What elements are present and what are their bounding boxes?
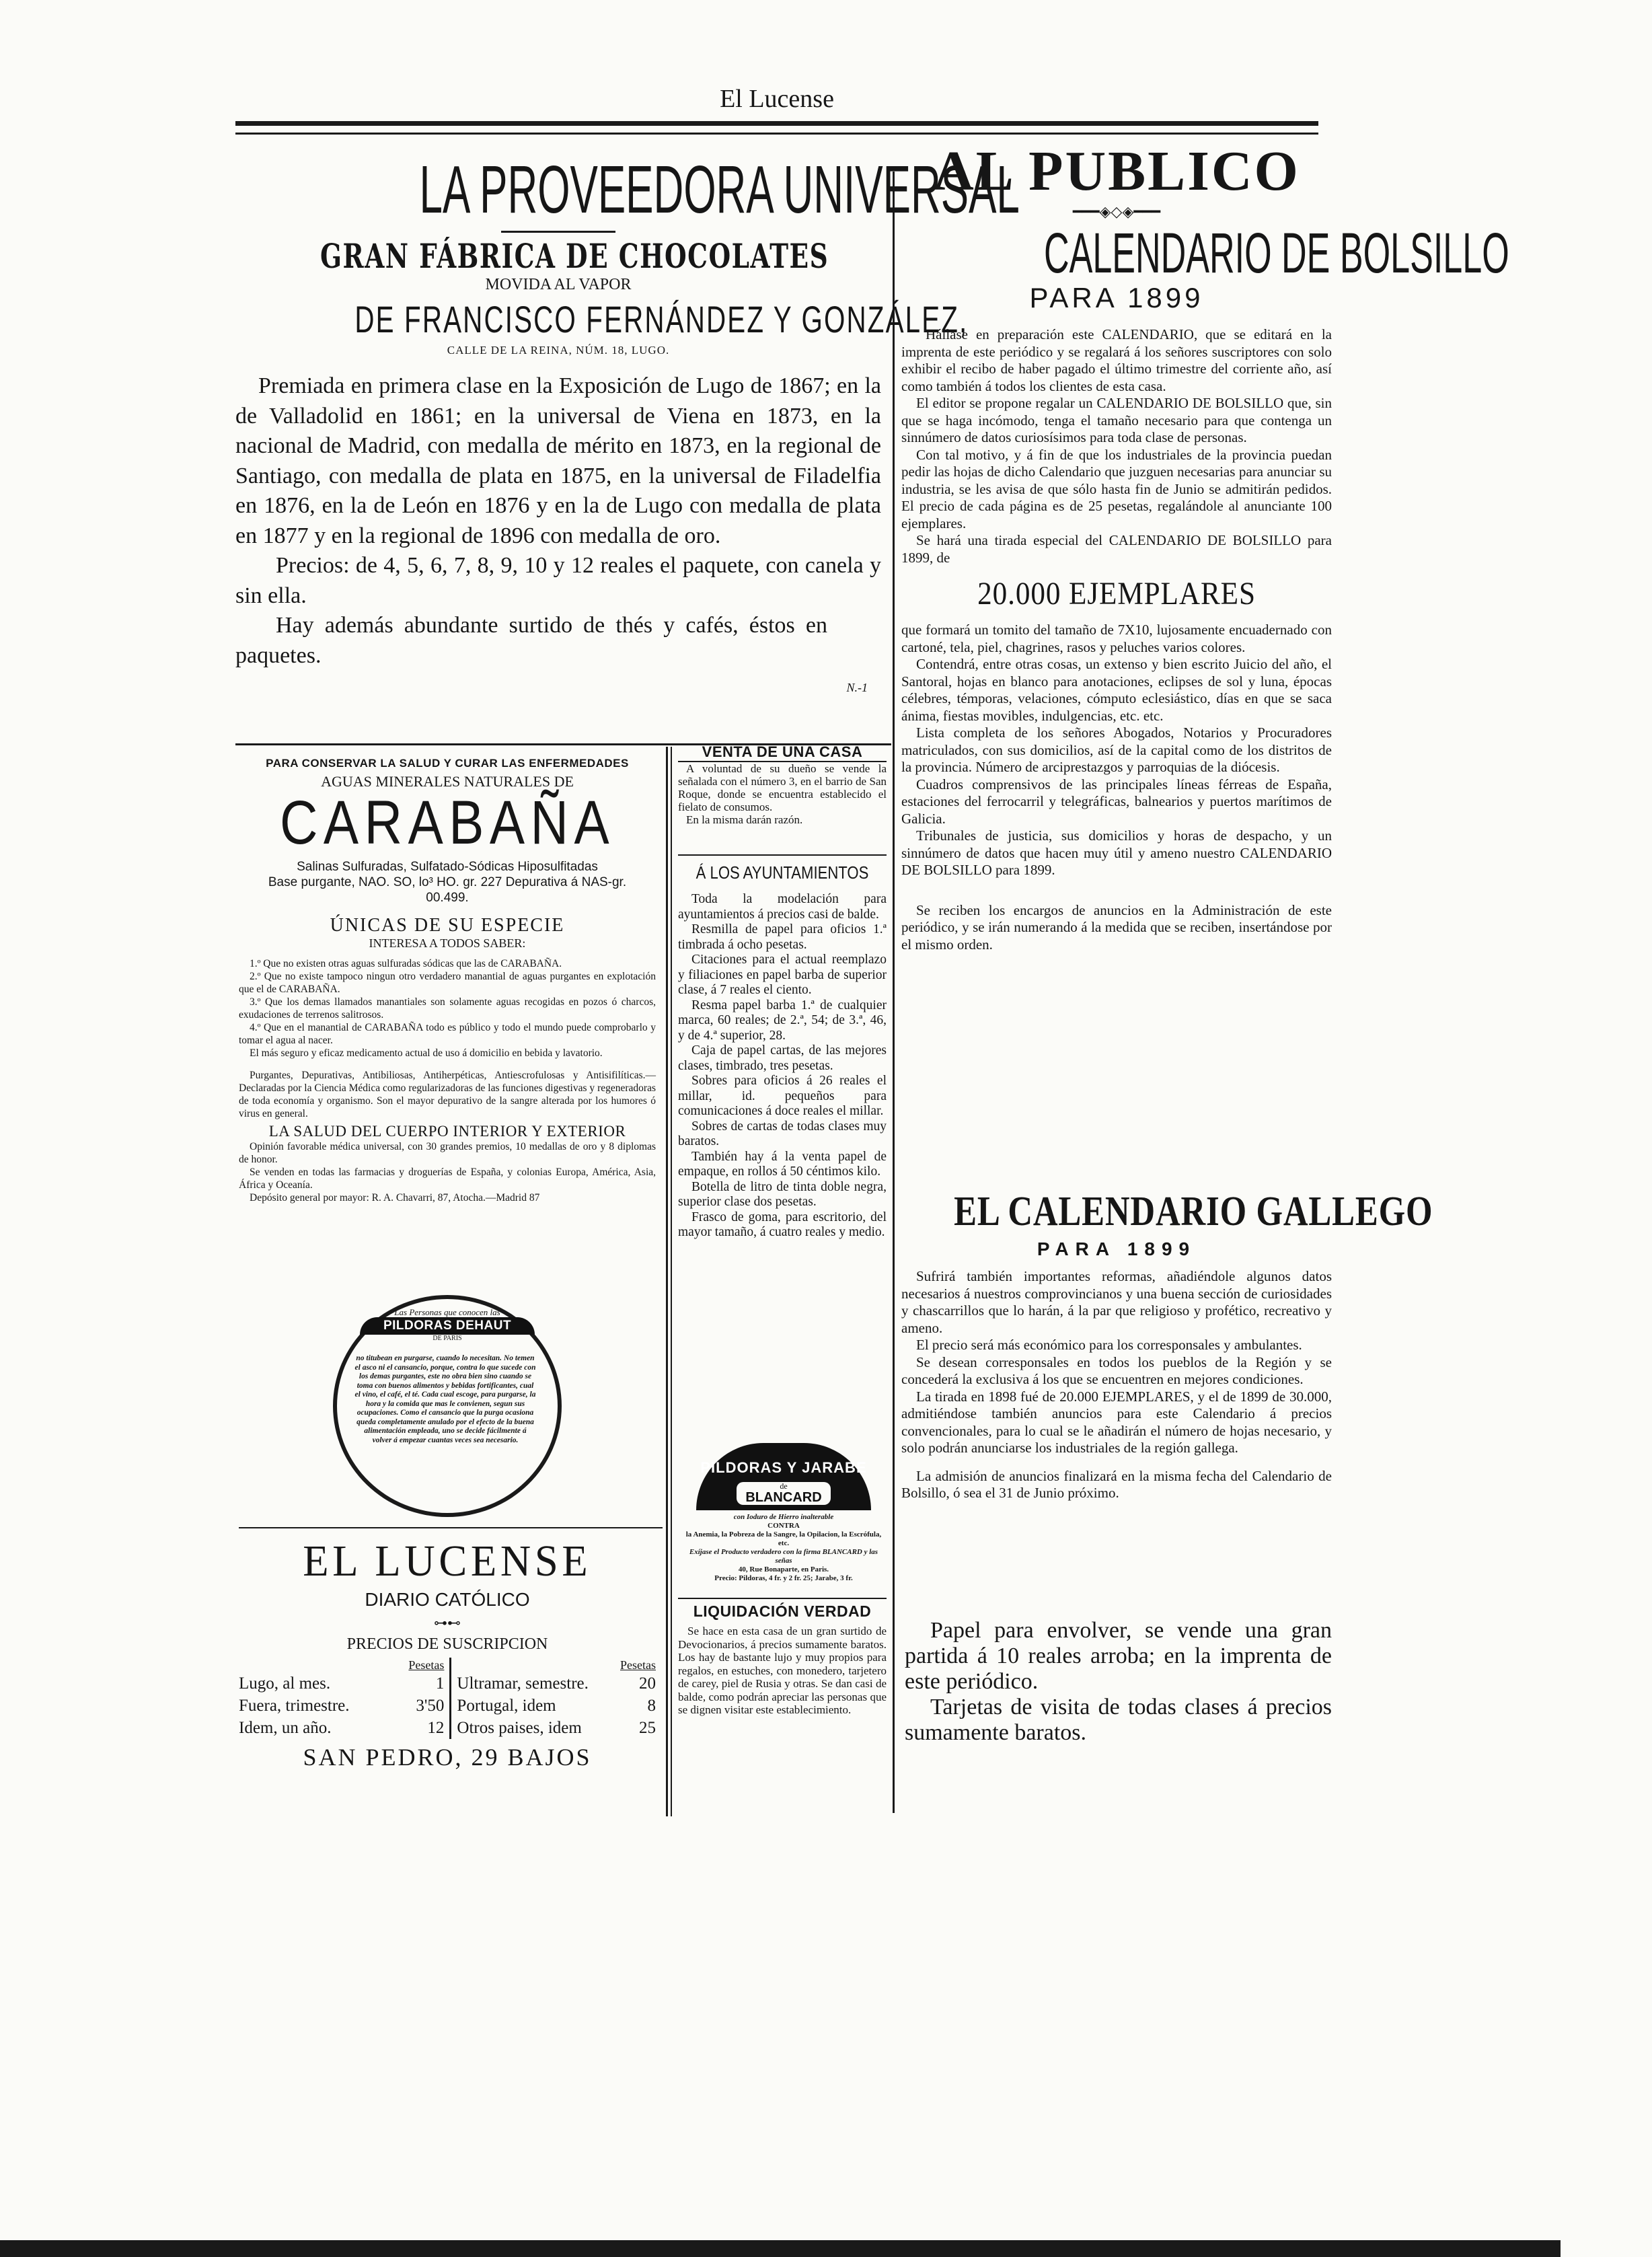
carabana-point: 1.º Que no existen otras aguas sulfuradas sódicas que las de CARABAÑA. xyxy=(250,958,562,969)
carabana-interesa: INTERESA A TODOS SABER: xyxy=(369,936,526,950)
papel-paragraph: Papel para envolver, se vende una gran partida á 10 reales arroba; en la imprenta de este periódico. xyxy=(905,1618,1332,1694)
carabana-venta: Se venden en todas las farmacias y droguerías de España, y colonias Europa, América, Asia, África y Oceanía. xyxy=(239,1167,656,1191)
calendario-gallego-ad xyxy=(901,1187,1433,1502)
dehaut-name: PILDORAS DEHAUT xyxy=(383,1319,512,1333)
dehaut-de: DE PARIS xyxy=(433,1335,462,1342)
publico-paragraph: Tribunales de justicia, sus domicilios y horas de despacho, y un sinnúmero de datos que hacen muy útil y ameno nuestro CALENDARIO DE BOLSILLO para 1899. xyxy=(901,827,1332,878)
lucense-address: SAN PEDRO, 29 BAJOS xyxy=(303,1744,592,1771)
carabana-ad xyxy=(239,750,656,1275)
carabana-point: El más seguro y eficaz medicamento actual de uso á domicilio en bebida y lavatorio. xyxy=(250,1047,603,1059)
price-row: Ultramar, semestre. 20 xyxy=(457,1674,656,1693)
ad-reference: N.-1 xyxy=(846,681,868,694)
gallego-paragraph: La admisión de anuncios finalizará en la misma fecha del Calendario de Bolsillo, ó sea el 31 de Junio próximo. xyxy=(901,1467,1332,1501)
newspaper-header xyxy=(235,84,1318,114)
ayuntamientos-item: Caja de papel cartas, de las mejores clases, timbrado, tres pesetas. xyxy=(678,1043,887,1073)
publico-paragraph: Con tal motivo, y á fin de que los industriales de la provincia puedan pedir las hojas de dicho Calendario que juzguen necesarias para anunciar su industria, se les avisa de que sólo hasta fin de Junio se admitirán pedidos. El precio de cada página es de 25 pesetas, regalándole al anunciante 100 ejemplares. xyxy=(901,446,1332,531)
ayuntamientos-ad xyxy=(678,861,887,1241)
carabana-aguas: AGUAS MINERALES NATURALES DE xyxy=(321,773,574,790)
dehaut-body: no titubean en purgarse, cuando lo necesitan. No temen el asco ni el cansancio, porque, contra lo que sucede con los demas purgantes, este no obra bien sino cuando se toma con buenos alimentos y bebidas fortificantes, cual el vino, el café, el té. Cada cual escoge, para purgarse, la hora y la comida que mas le convienen, segun sus ocupaciones. Como el cansancio que la purga ocasiona queda completamente anulado por el efecto de la buena alimentación empleada, uno se decide fácilmente á volver á empezar cuantas veces sea necesario. xyxy=(354,1354,536,1444)
awards-paragraph: Premiada en primera clase en la Exposición de Lugo de 1867; en la de Valladolid en 1861; en la universal de Viena en 1873, en la nacional de Madrid, con medalla de mérito en 1873, en la regional de Santiago, con medalla de plata en 1875, en la universal de Filadelfia en 1876, en la de León en 1876 y en la de Lugo con medalla de plata en 1877 y en la regional de 1896 con medalla de oro. xyxy=(235,373,881,548)
liquidacion-title: LIQUIDACIÓN VERDAD xyxy=(693,1602,872,1620)
carabana-deposito: Depósito general por mayor: R. A. Chavarri, 87, Atocha.—Madrid 87 xyxy=(250,1192,540,1204)
motor-line: MOVIDA AL VAPOR xyxy=(485,276,632,293)
ayuntamientos-item: Citaciones para el actual reemplazo y filiaciones en papel barba de superior clase, á 7 reales el ciento. xyxy=(678,953,887,997)
publico-paragraph: que formará un tomito del tamaño de 7X10, lujosamente encuadernado con cartoné, tela, piel, chagrines, rasos y peluches varios colores. xyxy=(901,622,1332,655)
ayuntamientos-item: Resma papel barba 1.ª de cualquier marca, 60 reales; de 2.ª, 54; de 3.ª, 46, y de 4.ª superior, 28. xyxy=(678,998,887,1043)
publico-paragraph: Cuadros comprensivos de las principales líneas férreas de España, estaciones del ferrocarril y telegráficas, balnearios y puertos marítimos de Galicia. xyxy=(901,776,1332,827)
carabana-unicas: ÚNICAS DE SU ESPECIE xyxy=(330,915,565,936)
ayuntamientos-item: Toda la modelación para ayuntamientos á precios casi de balde. xyxy=(678,892,887,922)
price-row: Fuera, trimestre. 3'50 xyxy=(239,1697,445,1715)
pesetas-header-left: Pesetas xyxy=(408,1658,445,1672)
masthead-title: El Lucense xyxy=(720,85,834,113)
publico-paragraph: Se reciben los encargos de anuncios en la Administración de este periódico, y se irán numerando á la medida que se reciben, insertándose por el mismo orden. xyxy=(901,901,1332,953)
publico-paragraph: Se hará una tirada especial del CALENDARIO DE BOLSILLO para 1899, de xyxy=(901,532,1332,566)
venta-casa-title: VENTA DE UNA CASA xyxy=(702,743,863,760)
carabana-pre: PARA CONSERVAR LA SALUD Y CURAR LAS ENFERMEDADES xyxy=(266,757,629,770)
middle-rule-1 xyxy=(678,854,887,856)
chocolates-subtitle: GRAN FÁBRICA DE CHOCOLATES xyxy=(320,236,829,276)
venta-title-rule xyxy=(678,761,887,762)
carabana-bottom-rule xyxy=(239,1527,663,1528)
gallego-paragraph: Sufrirá también importantes reformas, añadiéndole algunos datos necesarios á nuestros comprovincianos y una buena sección de curiosidades y chascarrillos que lo harán, á la par que religioso y profético, recreativo y ameno. xyxy=(901,1268,1332,1336)
blancard-address: 40, Rue Bonaparte, en Paris. xyxy=(738,1565,829,1574)
al-publico-ad: AL PUBLICO ━━━◈◇◈━━━ CALENDARIO DE BOLSILLO PARA 1899 Hállase en preparación este CALENDARIO, que se editará en la imprenta de este periódico y se regalará á los señores suscriptores con solo exhibir el recibo de haber pagado el último trimestre del corriente año, así como también á todos los clientes de esta casa. El editor se propone regalar un CALENDARIO DE BOLSILLO que, sin que se haga incómodo, tenga el tamaño necesario para que contenga un sinnúmero de datos curiosísimos para toda clase de personas. Con tal motivo, y á fin de que los industriales de la provincia puedan pedir las hojas de dicho Calendario que juzguen necesarias para anunciar su industria, se les avisa de que sólo hasta fin de Junio se admitirán pedidos. El precio de cada página es de 25 pesetas, regalándole al anunciante 100 ejemplares. Se hará una tirada especial del CALENDARIO DE BOLSILLO para 1899, de 20.000 EJEMPLARES que formará un tomito del tamaño de 7X10, lujosamente encuadernado con cartoné, tela, piel, chagrines, rasos y peluches varios colores. Contendrá, entre otras cosas, un extenso y bien escrito Juicio del año, el Santoral, hojas en blanco para anotaciones, eclipses de sol y luna, épocas célebres, témporas, velaciones, cómputo eclesiástico, días en que se saca ánima, fiestas movibles, indulgencias, etc. etc. Lista completa de los señores Abogados, Notarios y Procuradores matriculados, con sus domicilios, así de la capital como de los distritos de la provincia. Número de arciprestazgos y parroquias de la diócesis. Cuadros comprensivos de las principales líneas férreas de España, estaciones del ferrocarril y telegráficas, balnearios y puertos marítimos de Galicia. Tribunales de justicia, sus domicilios y horas de despacho, y un sinnúmero de datos que hacen muy útil y ameno nuestro CALENDARIO DE BOLSILLO para 1899. Se reciben los encargos de anuncios en la Administración de este periódico, y se irán numerando á la medida que se reciben, insertándose por el mismo orden. xyxy=(901,138,1332,953)
ayuntamientos-item: Resmilla de papel para oficios 1.ª timbrada á ocho pesetas. xyxy=(678,922,887,952)
gallego-paragraph: La tirada en 1898 fué de 20.000 EJEMPLARES, y el de 1899 de 30.000, admitiéndose también anuncios para este Calendario á precios convencionales, para lo cual se le añadirán el número de hojas necesario, y solo podrán anunciarse los industriales de la región gallega. xyxy=(901,1388,1332,1456)
publico-paragraph: Hállase en preparación este CALENDARIO, que se editará en la imprenta de este periódico y se regalará á los señores suscriptores con solo exhibir el recibo de haber pagado el último trimestre del corriente año, así como también á todos los clientes de esta casa. xyxy=(901,326,1332,394)
ayuntamientos-item: Frasco de goma, para escritorio, del mayor tamaño, á cuatro reales y medio. xyxy=(678,1210,887,1239)
publico-paragraph: Lista completa de los señores Abogados, Notarios y Procuradores matriculados, con sus domicilios, así de la capital como de los distritos de la provincia. Número de arciprestazgos y parroquias de la diócesis. xyxy=(901,725,1332,775)
dehaut-top: Las Personas que conocen las xyxy=(394,1307,500,1317)
blancard-name: BLANCARD xyxy=(745,1490,822,1505)
venta-casa-ad xyxy=(678,743,887,826)
ayuntamientos-title: Á LOS AYUNTAMIENTOS xyxy=(696,862,869,883)
carabana-salud: LA SALUD DEL CUERPO INTERIOR Y EXTERIOR xyxy=(268,1123,626,1140)
ayuntamientos-item: También hay á la venta papel de empaque, en rollos á 50 céntimos kilo. xyxy=(678,1149,887,1179)
gallego-paragraph: Se desean corresponsales en todos los pueblos de la Región y se concederá la exclusiva á los que se encuentren en mejores condiciones. xyxy=(901,1354,1332,1387)
carabana-comp1: Salinas Sulfuradas, Sulfatado-Sódicas Hiposulfitadas xyxy=(297,860,598,874)
address-line: CALLE DE LA REINA, NÚM. 18, LUGO. xyxy=(447,344,670,357)
ayuntamientos-item: Botella de litro de tinta doble negra, superior clase dos pesetas. xyxy=(678,1179,887,1209)
lucense-precios: PRECIOS DE SUSCRIPCION xyxy=(346,1635,548,1653)
pesetas-header-right: Pesetas xyxy=(620,1658,656,1672)
page-bottom-border xyxy=(0,2240,1561,2257)
header-rule-thick xyxy=(235,121,1318,126)
column-divider-inner-2 xyxy=(671,747,672,1816)
header-rule-thin xyxy=(235,133,1318,135)
blancard-arc xyxy=(696,1443,871,1510)
lucense-subscription-ad: EL LUCENSE DIARIO CATÓLICO ⊶⊷ PRECIOS DE SUSCRIPCION Pesetas Lugo, al mes. 1 Fuera, trimestre. 3'50 Idem, un año. 12 Pesetas Ultramar, semestre. 20 Portugal, idem 8 Otros paises, idem 25 SAN PEDRO, 29 BAJOS xyxy=(239,1534,656,1789)
ejemplares-heading: 20.000 EJEMPLARES xyxy=(977,576,1256,612)
middle-rule-2 xyxy=(678,1598,887,1599)
price-row: Lugo, al mes. 1 xyxy=(239,1674,445,1693)
carabana-comp2: Base purgante, NAO. SO, lo³ HO. gr. 227 Depurativa á NAS-gr. 00.499. xyxy=(268,875,627,905)
proveedora-title: LA PROVEEDORA UNIVERSAL xyxy=(419,152,1020,227)
lucense-sub: DIARIO CATÓLICO xyxy=(365,1589,530,1610)
carabana-point: 4.º Que en el manantial de CARABAÑA todo es público y todo el mundo puede comprobarlo y tomar el agua al nacer. xyxy=(239,1022,656,1046)
ayuntamientos-item: Sobres de cartas de todas clases muy baratos. xyxy=(678,1119,887,1148)
blancard-precio: Precio: Pildoras, 4 fr. y 2 fr. 25; Jarabe, 3 fr. xyxy=(714,1574,853,1582)
blancard-ad xyxy=(683,1443,885,1591)
column-divider-inner xyxy=(666,747,668,1816)
papel-ad xyxy=(905,1618,1332,1746)
gallego-title: EL CALENDARIO GALLEGO xyxy=(954,1189,1433,1234)
ornament-rule xyxy=(501,231,615,233)
liquidacion-ad xyxy=(678,1602,887,1717)
tarjetas-paragraph: Tarjetas de visita de todas clases á precios sumamente baratos. xyxy=(905,1695,1332,1745)
carabana-purgantes: Purgantes, Depurativas, Antibiliosas, Antiherpéticas, Antiescrofulosas y Antisifilíticas.—Declaradas por la Ciencia Médica como regularizadoras de las funciones digestivas y regeneradoras de toda economía y organismo. Son el mayor depurativo de la sangre alterada por los humores ó virus en general. xyxy=(239,1070,656,1119)
calendario-title: CALENDARIO DE BOLSILLO xyxy=(1043,221,1509,285)
carabana-point: 3.º Que los demas llamados manantiales son solamente aguas recogidas en pozos ó charcos, exudaciones de terrenos salitrosos. xyxy=(239,996,656,1021)
prices-paragraph: Precios: de 4, 5, 6, 7, 8, 9, 10 y 12 reales el paquete, con canela y sin ella. xyxy=(235,553,881,608)
blancard-de: de xyxy=(780,1481,788,1491)
column-divider-main xyxy=(893,172,895,1813)
al-publico-title: AL PUBLICO xyxy=(933,140,1300,202)
price-row: Otros paises, idem 25 xyxy=(457,1719,656,1737)
blancard-ills: la Anemia, la Pobreza de la Sangre, la Opilacion, la Escrófula, etc. xyxy=(685,1530,882,1547)
blancard-exijase: Exíjase el Producto verdadero con la firma BLANCARD y las señas xyxy=(689,1548,878,1565)
price-row: Idem, un año. 12 xyxy=(239,1719,445,1737)
ayuntamientos-item: Sobres para oficios á 26 reales el millar, id. pequeños para comunicaciones á doce reales el millar. xyxy=(678,1074,887,1118)
gallego-para: PARA 1899 xyxy=(1037,1238,1197,1259)
price-row: Portugal, idem 8 xyxy=(457,1697,656,1715)
publico-paragraph: Contendrá, entre otras cosas, un extenso y bien escrito Juicio del año, el Santoral, hojas en blanco para anotaciones, eclipses de sol y luna, épocas célebres, témporas, velaciones, cómputo eclesiástico, días en que se saca ánima, fiestas movibles, indulgencias, etc. etc. xyxy=(901,656,1332,724)
dehaut-ad xyxy=(333,1295,562,1517)
carabana-name: CARABAÑA xyxy=(279,788,615,857)
carabana-opinion: Opinión favorable médica universal, con 30 grandes premios, 10 medallas de oro y 8 diplomas de honor. xyxy=(239,1141,656,1165)
venta-casa-info: En la misma darán razón. xyxy=(686,813,803,826)
teas-paragraph: Hay además abundante surtido de thés y cafés, éstos en paquetes. xyxy=(235,613,827,668)
carabana-point: 2.º Que no existe tampoco ningun otro verdadero manantial de aguas purgantes en explotación que el de CARABAÑA. xyxy=(239,971,656,995)
publico-paragraph: El editor se propone regalar un CALENDARIO DE BOLSILLO que, sin que se haga incómodo, tenga el tamaño necesario para que contenga un sinnúmero de datos curiosísimos para toda clase de personas. xyxy=(901,395,1332,445)
blancard-ioduro: con Ioduro de Hierro inalterable xyxy=(733,1513,834,1521)
blancard-contra: CONTRA xyxy=(767,1522,800,1530)
liquidacion-body: Se hace en esta casa de un gran surtido de Devocionarios, á precios sumamente baratos. Los hay de bastante lujo y muy propios para regalos, en estuches, con monedero, tarjetero de carey, piel de Rusia y otras. Se dan casi de balde, como podrán apreciar las personas que se dignen visitar este establecimiento. xyxy=(678,1625,887,1716)
carabana-points xyxy=(239,957,656,1060)
calendario-para: PARA 1899 xyxy=(1029,282,1204,313)
owner-line: DE FRANCISCO FERNÁNDEZ Y GONZÁLEZ, xyxy=(354,298,969,340)
lucense-title: EL LUCENSE xyxy=(303,1537,592,1586)
blancard-arc-text: PILDORAS Y JARABE xyxy=(700,1459,867,1476)
gallego-paragraph: El precio será más económico para los corresponsales y ambulantes. xyxy=(916,1337,1302,1353)
proveedora-ad xyxy=(235,151,1020,737)
venta-casa-body: A voluntad de su dueño se vende la señalada con el número 3, en el barrio de San Roque, donde se encuentra establecido el fielato de consumos. xyxy=(678,762,887,813)
